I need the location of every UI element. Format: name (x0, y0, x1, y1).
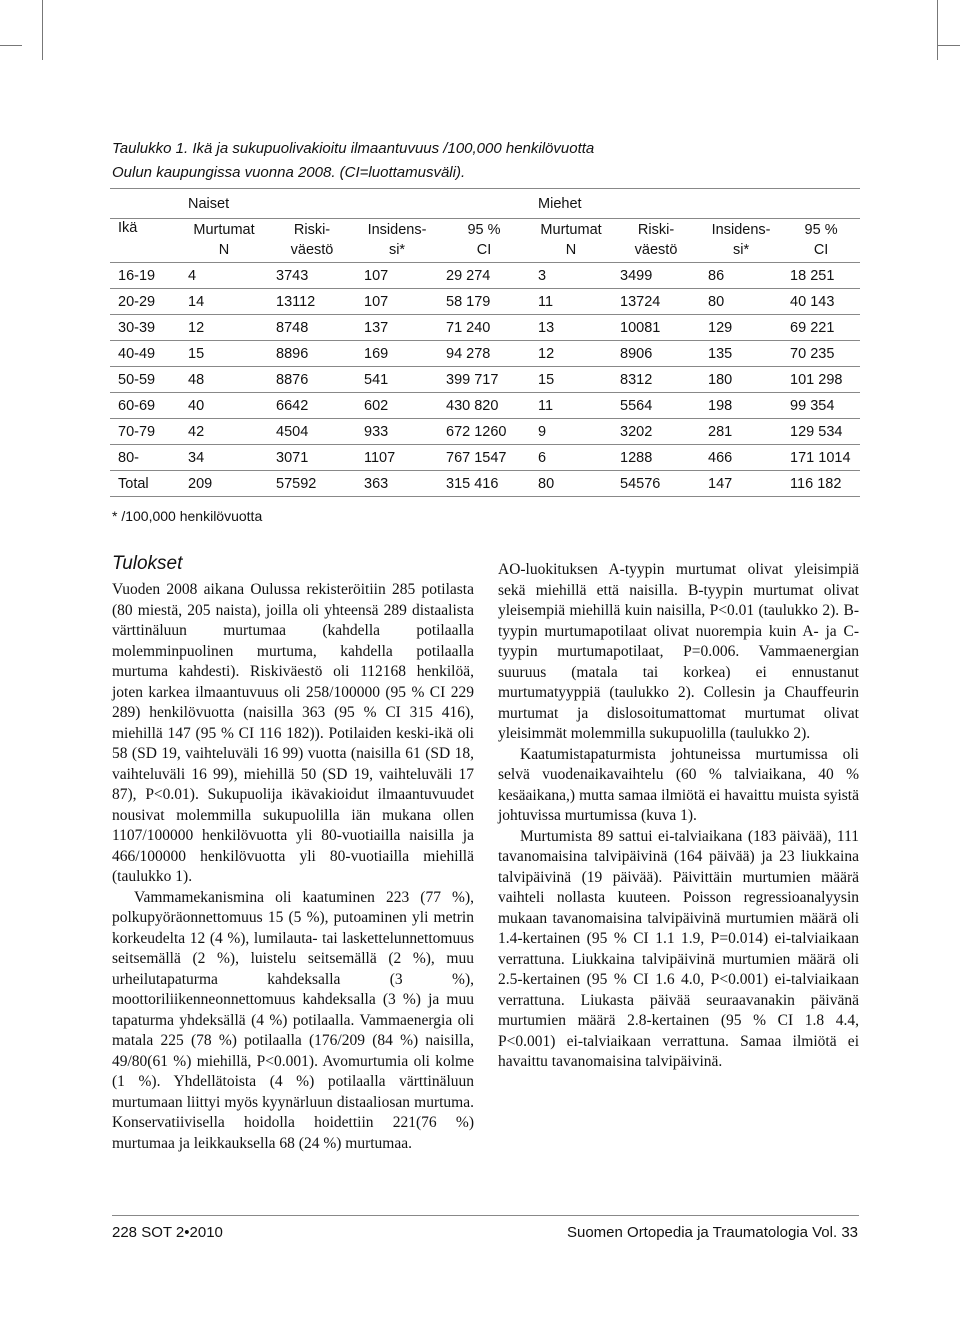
table-cell: 602 (356, 393, 438, 419)
header-cell (530, 219, 612, 263)
table-cell: 129 534 (782, 419, 860, 445)
header-line-2: CI (476, 242, 492, 258)
table-cell: 1288 (612, 445, 700, 471)
table-cell: 107 (356, 263, 438, 289)
table-cell: 169 (356, 341, 438, 367)
table-cell: 30-39 (110, 315, 180, 341)
header-line-1: Murtumat (540, 222, 602, 238)
table-cell: 209 (180, 471, 268, 497)
table-cell: 70 235 (782, 341, 860, 367)
table-cell: 80 (700, 289, 782, 315)
table-cell: 3071 (268, 445, 356, 471)
table-cell: 80 (530, 471, 612, 497)
header-cell (180, 219, 268, 263)
table-cell: 171 1014 (782, 445, 860, 471)
table-row (110, 289, 860, 315)
header-line-2: N (565, 242, 577, 258)
table-cell: 6 (530, 445, 612, 471)
table-cell: 40 143 (782, 289, 860, 315)
header-line-1: Murtumat (193, 222, 255, 238)
table-cell: 9 (530, 419, 612, 445)
body-paragraph: Vuoden 2008 aikana Oulussa rekisteröitiin 285 potilasta (80 miestä, 205 naista), joilla oli yhteensä 289 distaalista värttinäluun murtumaa (kahdella potilaalla molemminpuolinen murtuma, kahdella potilaalla murtuma kahdesti). Riskiväestö oli 112168 henkilöä, joten karkea ilmaantuvuus oli 258/100000 (95 % CI 229 289) henkilövuotta (naisilla 363 (95 % CI 315 416), miehillä 147 (95 % CI 116 182)). Potilaiden keski-ikä oli 58 (SD 19, vaihteluväli 16 99) vuotta (naisilla 61 (SD 18, vaihteluväli 16 99), miehillä 50 (SD 19, vaihteluväli 17 87), P<0.01). Sukupuolija ikävakioidut ilmaantuvuudet nousivat molemmilla sukupuolilla iän mukana ollen 1107/100000 henkilövuotta yli 80-vuotiailla naisilla ja 466/100000 henkilövuotta yli 80-vuotiailla miehillä (taulukko 1). (112, 581, 474, 885)
table-cell: 11 (530, 393, 612, 419)
table-cell: 15 (180, 341, 268, 367)
table-cell: 13112 (268, 289, 356, 315)
table-cell: 8876 (268, 367, 356, 393)
table-cell: 399 717 (438, 367, 530, 393)
section-title: Tulokset (112, 553, 183, 574)
table-cell: 4504 (268, 419, 356, 445)
table-cell: 13 (530, 315, 612, 341)
table-row (110, 471, 860, 497)
table-row (110, 315, 860, 341)
header-cell (268, 219, 356, 263)
table-cell: 107 (356, 289, 438, 315)
header-line-1: 95 % (467, 222, 501, 238)
table-cell: 13724 (612, 289, 700, 315)
header-line-1: Ikä (118, 220, 138, 236)
header-line-2: väestö (290, 242, 334, 258)
header-cell (612, 219, 700, 263)
table-cell: 198 (700, 393, 782, 419)
table-cell: 101 298 (782, 367, 860, 393)
table-cell: Total (110, 471, 180, 497)
table-cell: 281 (700, 419, 782, 445)
table-cell: 99 354 (782, 393, 860, 419)
caption-line-2: Oulun kaupungissa vuonna 2008. (CI=luottamusväli). (112, 164, 466, 181)
header-line-2: väestö (634, 242, 678, 258)
header-cell (110, 219, 180, 263)
table-cell: 4 (180, 263, 268, 289)
table-cell: 42 (180, 419, 268, 445)
table-cell: 94 278 (438, 341, 530, 367)
table-cell: 15 (530, 367, 612, 393)
crop-mark (42, 0, 43, 60)
footer-page-info: 228 SOT 2•2010 (112, 1224, 223, 1241)
header-line-1: 95 % (804, 222, 838, 238)
incidence-table (110, 188, 860, 497)
table-cell: 116 182 (782, 471, 860, 497)
table-cell: 16-19 (110, 263, 180, 289)
group-miehet: Miehet (530, 189, 860, 219)
body-column-left (112, 580, 474, 1154)
table-cell: 430 820 (438, 393, 530, 419)
table-row (110, 419, 860, 445)
header-line-1: Riski- (637, 222, 675, 238)
header-line-2: si* (732, 242, 750, 258)
table-cell: 5564 (612, 393, 700, 419)
crop-mark (938, 45, 960, 46)
table-cell: 8748 (268, 315, 356, 341)
footer-journal-name: Suomen Ortopedia ja Traumatologia Vol. 33 (566, 1224, 858, 1241)
table-cell: 315 416 (438, 471, 530, 497)
table-cell: 180 (700, 367, 782, 393)
table-cell: 767 1547 (438, 445, 530, 471)
table-row (110, 263, 860, 289)
table-cell: 147 (700, 471, 782, 497)
table-cell: 70-79 (110, 419, 180, 445)
table-cell: 363 (356, 471, 438, 497)
header-line-2: CI (813, 242, 829, 258)
table-cell: 48 (180, 367, 268, 393)
header-cell (782, 219, 860, 263)
table-cell: 10081 (612, 315, 700, 341)
header-cell (356, 219, 438, 263)
table-cell: 18 251 (782, 263, 860, 289)
table-row (110, 393, 860, 419)
caption-line-1: Taulukko 1. Ikä ja sukupuolivakioitu ilmaantuvuus /100,000 henkilövuotta (112, 140, 595, 157)
crop-mark (937, 0, 938, 60)
table-row (110, 367, 860, 393)
header-line-1: Riski- (293, 222, 331, 238)
body-paragraph: AO-luokituksen A-tyypin murtumat olivat yleisimpiä sekä miehillä että naisilla. B-tyypin murtumat olivat yleisempiä miehillä kuin naisilla, P<0.01 (taulukko 2). B-tyypin murtumapotilaat olivat nuorempia kuin A- ja C-tyypin murtumapotilaat, P=0.006. Vammaenergian suuruus (matala tai korkea) ei ennustanut murtumatyyppiä (taulukko 2). Collesin ja Chauffeurin murtumat ja dislosoitumattomat murtumat olivat yleisimmät molemmilla sukupuolilla (taulukko 2). (498, 561, 859, 742)
table-cell: 8906 (612, 341, 700, 367)
table-cell: 54576 (612, 471, 700, 497)
table-cell: 12 (180, 315, 268, 341)
body-paragraph: Murtumista 89 sattui ei-talviaikana (183 päivää), 111 tavanomaisina talvipäivinä (164 päivää) ja 23 liukkaina talvipäivinä (19 päivää). Päivittäin murtumien määrä vaihteli nollasta kuuteen. Poisson regressioanalyysin mukaan tavanomaisina talvipäivinä murtumien määrä oli 1.4-kertainen (95 % CI 1.1 1.9, P=0.014) ei-talviaikaan verrattuna. Liukkaina talvipäivinä murtumien määrä oli 2.5-kertainen (95 % CI 1.6 4.0, P<0.001) ei-talviaikaan verrattuna. Liukasta päivää seuraavanakin päivänä murtumien määrä 2.8-kertainen (95 % CI 1.8 4.4, P<0.001) ei-talviaikaan verrattuna. Samaa ilmiötä ei havaittu tavanomaisina talvipäivinä. (498, 827, 859, 1070)
body-paragraph: Vammamekanismina oli kaatuminen 223 (77 %), polkupyöräonnettomuus 15 (5 %), putoaminen yli metrin korkeudelta 12 (4 %), lumilauta- tai laskettelunnettomuus seitsemällä (2 %), luistelu seitsemällä (2 %), muu urheilutapaturma kahdeksalla (3 %), moottoriliikenneonnettomuus kahdeksalla (3 %) ja muu tapaturma yhdeksällä (4 %) potilaalla. Vammaenergia oli matala 225 (78 %) potilaalla (176/209 (84 %) naisilla, 49/80(61 %) miehillä, P<0.001). Avomurtumia oli kolme (1 %). Yhdellätoista (4 %) potilaalla värttinäluun murtumaan liittyi myös kyynärluun distaaliosan murtuma. Konservatiivisella hoidolla hoidettiin 221(76 %) murtumaa ja leikkauksella 68 (24 %) murtumaa. (112, 888, 474, 1152)
body-column-right (498, 560, 859, 1073)
table-row (110, 445, 860, 471)
table-cell: 672 1260 (438, 419, 530, 445)
table-cell: 11 (530, 289, 612, 315)
table-cell: 69 221 (782, 315, 860, 341)
table-group-header (110, 189, 860, 219)
table-cell: 80- (110, 445, 180, 471)
header-cell (438, 219, 530, 263)
table-cell: 129 (700, 315, 782, 341)
table-cell: 3202 (612, 419, 700, 445)
table-cell: 541 (356, 367, 438, 393)
table-cell: 137 (356, 315, 438, 341)
table-row (110, 341, 860, 367)
table-cell: 86 (700, 263, 782, 289)
table-cell: 14 (180, 289, 268, 315)
table-caption (112, 137, 832, 185)
table-cell: 8896 (268, 341, 356, 367)
table-cell: 40 (180, 393, 268, 419)
table-header-row (110, 219, 860, 263)
table-cell: 60-69 (110, 393, 180, 419)
table-cell: 40-49 (110, 341, 180, 367)
body-paragraph: Kaatumistapaturmista johtuneissa murtumissa oli selvä vuodenaikavaihtelu (60 % talviaikana, 40 % kesäaikana,) mutta samaa ilmiötä ei havaittu muista syistä johtuvissa murtumissa (kuva 1). (498, 745, 859, 824)
header-cell (700, 219, 782, 263)
header-line-2: N (218, 242, 230, 258)
table-cell: 29 274 (438, 263, 530, 289)
table-cell: 20-29 (110, 289, 180, 315)
group-naiset: Naiset (180, 189, 530, 219)
table-cell: 3 (530, 263, 612, 289)
table-cell: 34 (180, 445, 268, 471)
table-cell: 71 240 (438, 315, 530, 341)
table-cell: 933 (356, 419, 438, 445)
table-footnote: * /100,000 henkilövuotta (112, 508, 263, 524)
table-body (110, 263, 860, 497)
footer-rule (112, 1215, 859, 1216)
table-cell: 6642 (268, 393, 356, 419)
table-cell: 12 (530, 341, 612, 367)
table-cell: 3499 (612, 263, 700, 289)
table-cell: 8312 (612, 367, 700, 393)
table-cell: 135 (700, 341, 782, 367)
crop-mark (0, 45, 22, 46)
table-cell: 1107 (356, 445, 438, 471)
header-line-2: si* (388, 242, 406, 258)
table-cell: 50-59 (110, 367, 180, 393)
table-cell: 58 179 (438, 289, 530, 315)
table-cell: 57592 (268, 471, 356, 497)
header-line-1: Insidens- (367, 222, 427, 238)
table-cell: 3743 (268, 263, 356, 289)
table-cell: 466 (700, 445, 782, 471)
header-line-1: Insidens- (711, 222, 771, 238)
